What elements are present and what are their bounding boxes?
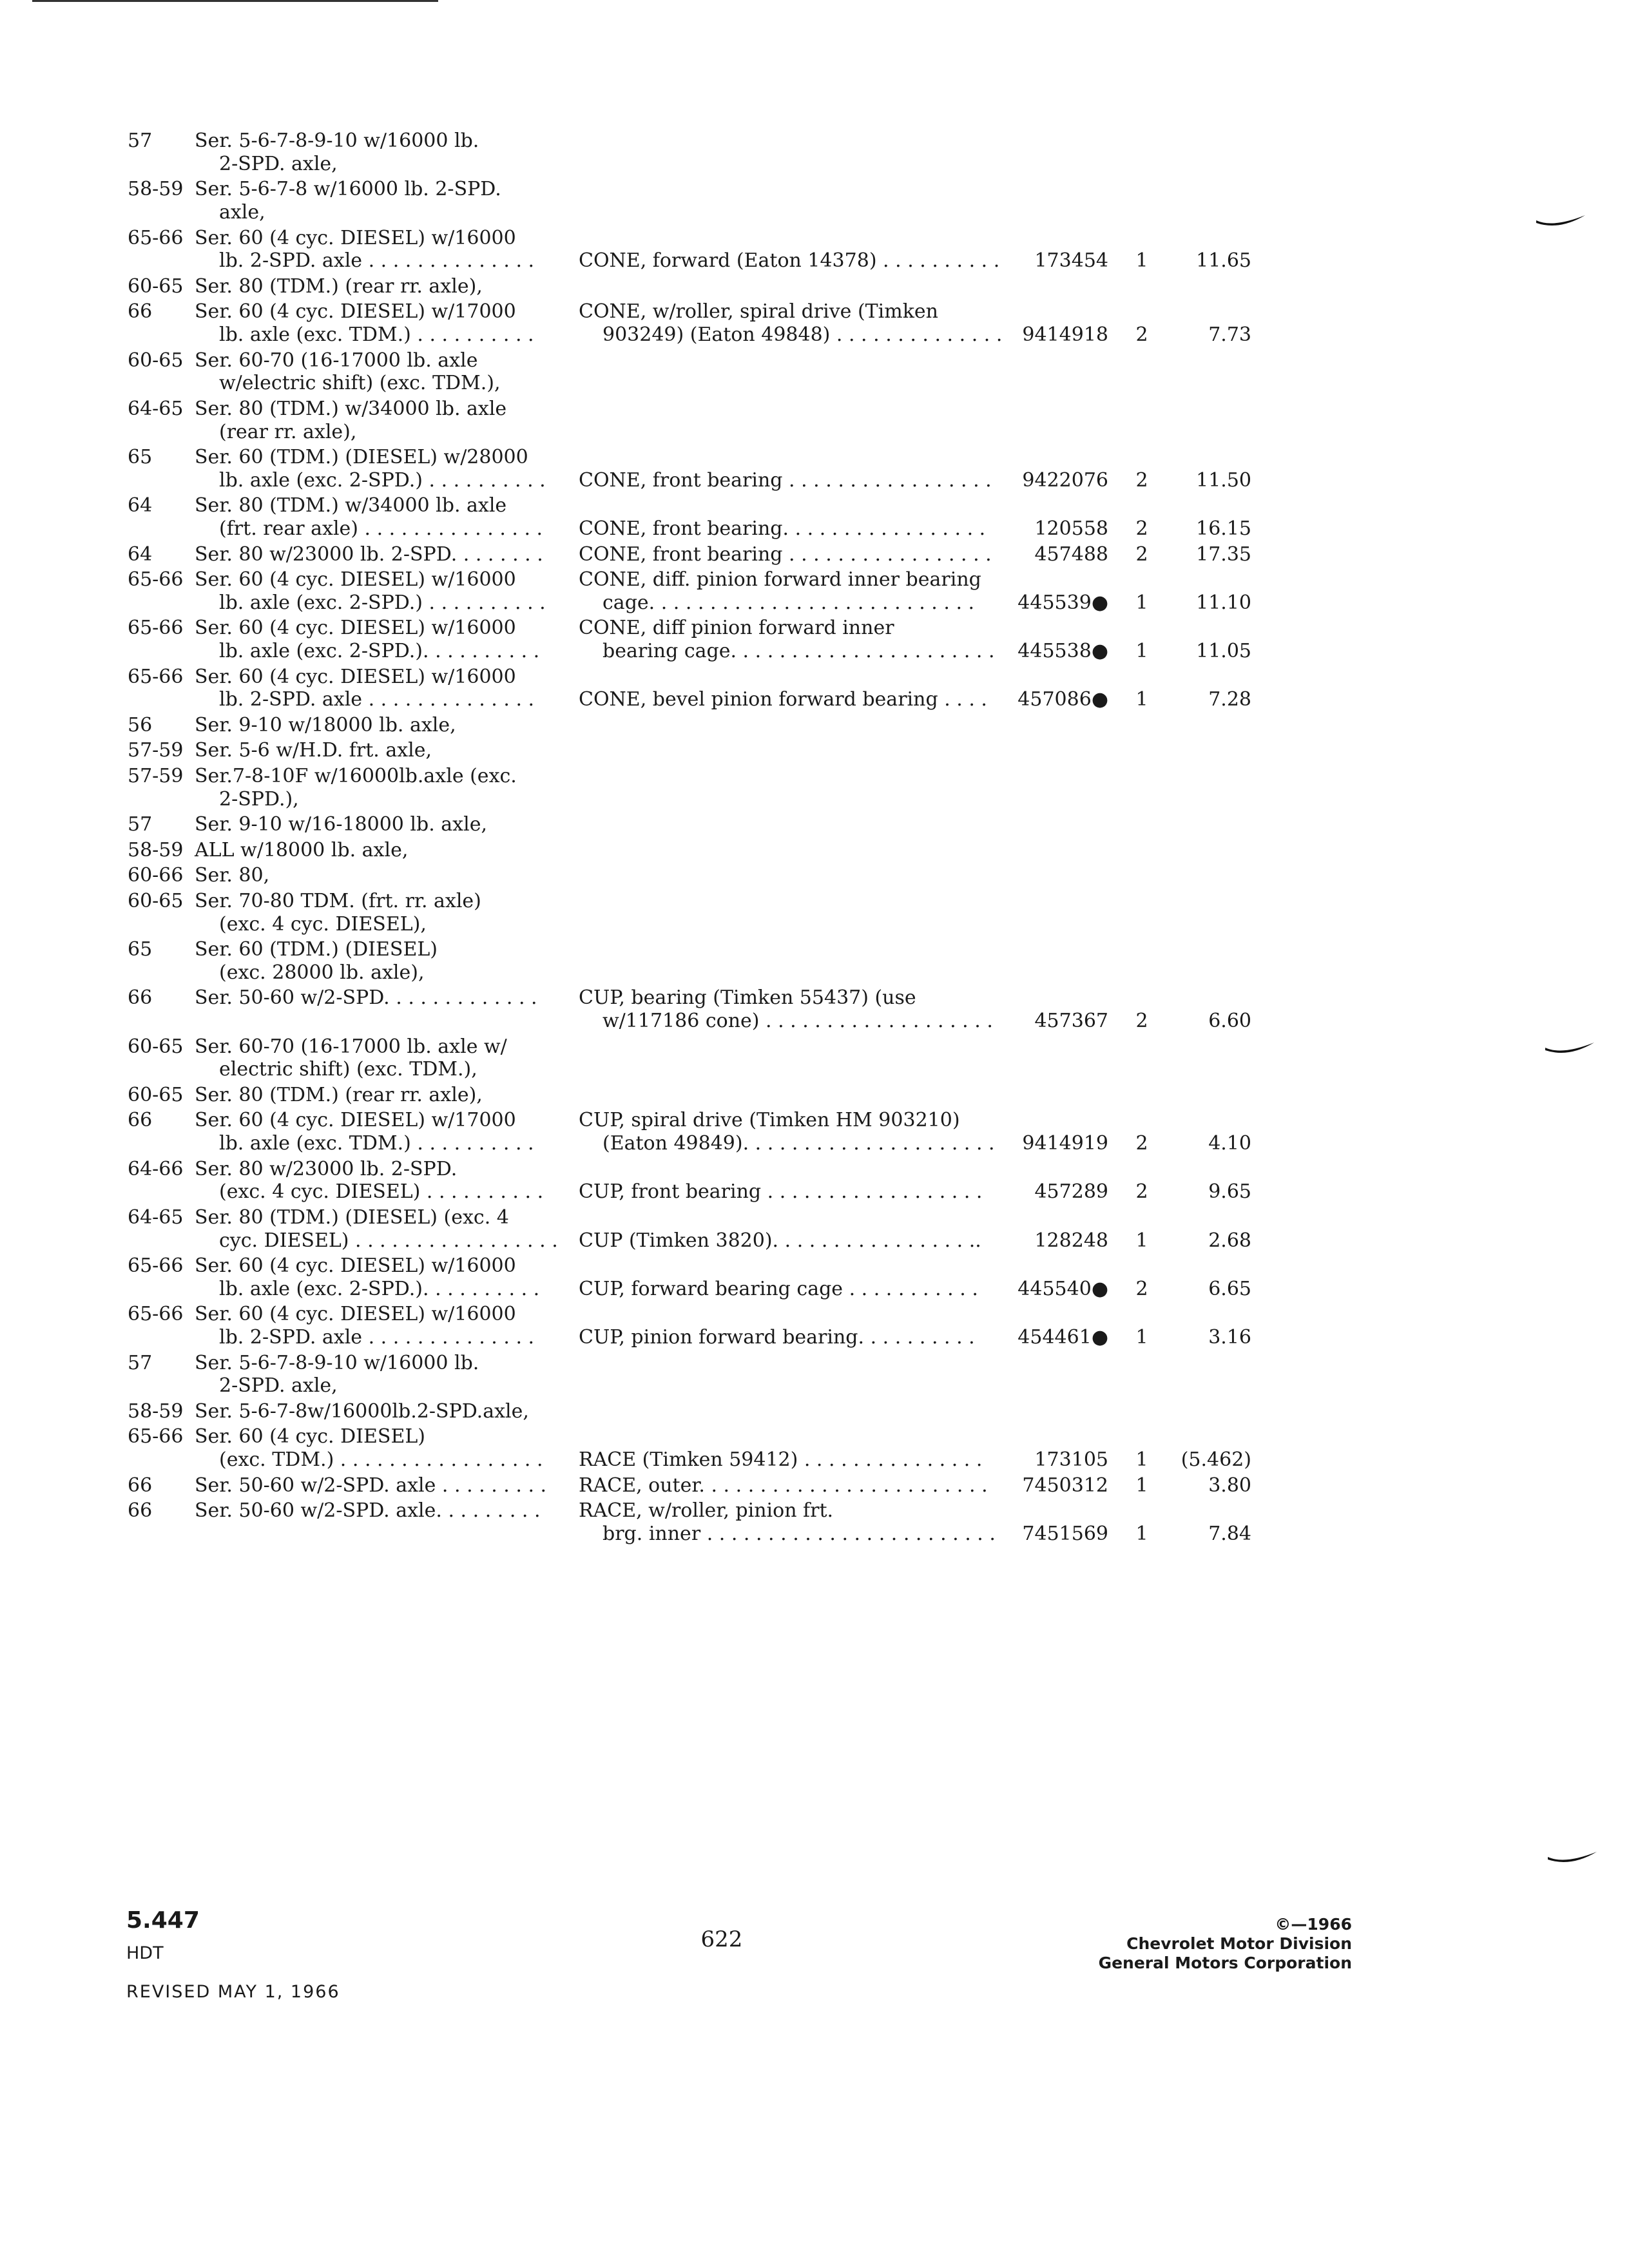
part-number: 9422076 xyxy=(1022,469,1108,492)
part-description: bearing cage. . . . . . . . . . . . . . . . . . . . . . xyxy=(602,640,995,662)
model-year: 65 xyxy=(128,938,153,961)
application: Ser. 60 (4 cyc. DIESEL) w/16000 xyxy=(195,568,516,591)
model-year: 65 xyxy=(128,446,153,468)
part-description: CONE, front bearing. . . . . . . . . . . . . . . . . xyxy=(579,517,986,540)
model-year: 66 xyxy=(128,1474,153,1497)
application: electric shift) (exc. TDM.), xyxy=(219,1058,477,1081)
model-year: 57 xyxy=(128,813,153,836)
model-year: 58-59 xyxy=(128,1400,184,1423)
quantity: 2 xyxy=(1135,1132,1148,1155)
part-description: CUP, spiral drive (Timken HM 903210) xyxy=(579,1109,960,1131)
list-price: 9.65 xyxy=(1208,1180,1251,1203)
model-year: 57 xyxy=(128,1352,153,1374)
application: Ser. 60 (4 cyc. DIESEL) w/16000 xyxy=(195,1303,516,1325)
application: Ser. 60 (TDM.) (DIESEL) xyxy=(195,938,438,961)
part-number: 7450312 xyxy=(1022,1474,1108,1497)
application: lb. axle (exc. TDM.) . . . . . . . . . . xyxy=(219,323,534,346)
model-year: 65-66 xyxy=(128,568,184,591)
check-mark-icon xyxy=(1543,1041,1597,1057)
list-price: 7.73 xyxy=(1208,323,1251,346)
application: lb. axle (exc. TDM.) . . . . . . . . . . xyxy=(219,1132,534,1155)
application: Ser. 60 (4 cyc. DIESEL) w/17000 xyxy=(195,300,516,323)
application: Ser. 60 (4 cyc. DIESEL) w/16000 xyxy=(195,666,516,688)
model-year: 66 xyxy=(128,986,153,1009)
application: lb. 2-SPD. axle . . . . . . . . . . . . . . xyxy=(219,1326,535,1349)
application: (exc. 4 cyc. DIESEL), xyxy=(219,913,427,936)
application: axle, xyxy=(219,201,265,224)
quantity: 1 xyxy=(1135,688,1148,711)
model-year: 64-65 xyxy=(128,398,184,420)
model-year: 64-66 xyxy=(128,1158,184,1180)
application: lb. 2-SPD. axle . . . . . . . . . . . . . . xyxy=(219,688,535,711)
model-year: 65-66 xyxy=(128,666,184,688)
application: Ser. 60 (4 cyc. DIESEL) xyxy=(195,1425,425,1448)
part-description: CUP, pinion forward bearing. . . . . . . . . . xyxy=(579,1326,975,1349)
quantity: 1 xyxy=(1135,1474,1148,1497)
application: 2-SPD. axle, xyxy=(219,1374,338,1397)
application: Ser. 80 w/23000 lb. 2-SPD. . . . . . . . xyxy=(195,543,543,566)
part-description: RACE, w/roller, pinion frt. xyxy=(579,1499,834,1522)
list-price: 11.65 xyxy=(1196,249,1251,272)
model-year: 60-66 xyxy=(128,864,184,887)
list-price: 3.16 xyxy=(1208,1326,1251,1349)
application: cyc. DIESEL) . . . . . . . . . . . . . . . . . xyxy=(219,1229,558,1252)
application: w/electric shift) (exc. TDM.), xyxy=(219,372,501,394)
application: Ser. 80 w/23000 lb. 2-SPD. xyxy=(195,1158,458,1180)
part-number: 7451569 xyxy=(1022,1523,1108,1545)
copyright-year: ©—1966 xyxy=(1275,1915,1352,1934)
quantity: 1 xyxy=(1135,591,1148,614)
application: Ser. 80 (TDM.) (rear rr. axle), xyxy=(195,1084,483,1106)
quantity: 1 xyxy=(1135,640,1148,662)
corporation-name: General Motors Corporation xyxy=(1098,1954,1352,1972)
application: Ser. 50-60 w/2-SPD. axle . . . . . . . . . xyxy=(195,1474,547,1497)
part-description: CONE, w/roller, spiral drive (Timken xyxy=(579,300,938,323)
application: Ser. 5-6-7-8-9-10 w/16000 lb. xyxy=(195,1352,479,1374)
part-description: CONE, forward (Eaton 14378) . . . . . . . . . . xyxy=(579,249,1000,272)
list-price: 6.65 xyxy=(1208,1278,1251,1300)
application: ALL w/18000 lb. axle, xyxy=(195,839,409,861)
revision-date: REVISED MAY 1, 1966 xyxy=(126,1982,340,2002)
quantity: 1 xyxy=(1135,1326,1148,1349)
application: lb. 2-SPD. axle . . . . . . . . . . . . . . xyxy=(219,249,535,272)
quantity: 2 xyxy=(1135,517,1148,540)
model-year: 64-65 xyxy=(128,1206,184,1229)
application: lb. axle (exc. 2-SPD.) . . . . . . . . . . xyxy=(219,591,546,614)
application: Ser. 80 (TDM.) (rear rr. axle), xyxy=(195,275,483,298)
quantity: 2 xyxy=(1135,1010,1148,1032)
part-number: 445540● xyxy=(1017,1278,1108,1300)
section-number: 5.447 xyxy=(126,1907,200,1934)
part-number: 120558 xyxy=(1034,517,1108,540)
part-description: 903249) (Eaton 49848) . . . . . . . . . . . . . . xyxy=(602,323,1003,346)
application: Ser. 80 (TDM.) w/34000 lb. axle xyxy=(195,494,507,517)
part-number: 457488 xyxy=(1034,543,1108,566)
list-price: 11.50 xyxy=(1196,469,1251,492)
part-number: 454461● xyxy=(1017,1326,1108,1349)
application: Ser. 60-70 (16-17000 lb. axle w/ xyxy=(195,1035,507,1058)
model-year: 65-66 xyxy=(128,1425,184,1448)
application: Ser. 60 (4 cyc. DIESEL) w/16000 xyxy=(195,1254,516,1277)
part-number: 173454 xyxy=(1034,249,1108,272)
part-description: CONE, front bearing . . . . . . . . . . . . . . . . . xyxy=(579,469,992,492)
application: Ser. 80 (TDM.) (DIESEL) (exc. 4 xyxy=(195,1206,509,1229)
model-year: 65-66 xyxy=(128,617,184,639)
list-price: 3.80 xyxy=(1208,1474,1251,1497)
part-number: 457086● xyxy=(1017,688,1108,711)
quantity: 1 xyxy=(1135,1448,1148,1471)
model-year: 56 xyxy=(128,714,153,736)
page-number: 622 xyxy=(700,1927,743,1952)
quantity: 2 xyxy=(1135,543,1148,566)
copyright-block xyxy=(1099,1915,1352,1973)
part-description: RACE, outer. . . . . . . . . . . . . . . . . . . . . . . . xyxy=(579,1474,988,1497)
model-year: 60-65 xyxy=(128,275,184,298)
list-price: 6.60 xyxy=(1208,1010,1251,1032)
top-edge-rule xyxy=(32,0,438,2)
model-year: 66 xyxy=(128,300,153,323)
part-description: w/117186 cone) . . . . . . . . . . . . . . . . . . . xyxy=(602,1010,993,1032)
list-price: 7.28 xyxy=(1208,688,1251,711)
part-description: CONE, front bearing . . . . . . . . . . . . . . . . . xyxy=(579,543,992,566)
model-year: 65-66 xyxy=(128,1303,184,1325)
model-year: 64 xyxy=(128,543,153,566)
part-description: CUP, front bearing . . . . . . . . . . . . . . . . . . xyxy=(579,1180,983,1203)
part-description: CONE, bevel pinion forward bearing . . . . xyxy=(579,688,987,711)
application: lb. axle (exc. 2-SPD.) . . . . . . . . . . xyxy=(219,469,546,492)
model-year: 57-59 xyxy=(128,739,184,762)
part-number: 457289 xyxy=(1034,1180,1108,1203)
application: 2-SPD.), xyxy=(219,788,299,811)
part-description: CUP, bearing (Timken 55437) (use xyxy=(579,986,916,1009)
model-year: 60-65 xyxy=(128,349,184,372)
part-description: CONE, diff. pinion forward inner bearing xyxy=(579,568,981,591)
model-year: 58-59 xyxy=(128,839,184,861)
part-description: brg. inner . . . . . . . . . . . . . . . . . . . . . . . . xyxy=(602,1523,996,1545)
application: Ser. 9-10 w/18000 lb. axle, xyxy=(195,714,456,736)
quantity: 1 xyxy=(1135,249,1148,272)
list-price: (5.462) xyxy=(1181,1448,1251,1471)
application: Ser. 5-6-7-8 w/16000 lb. 2-SPD. xyxy=(195,178,501,200)
model-year: 66 xyxy=(128,1499,153,1522)
quantity: 1 xyxy=(1135,1523,1148,1545)
application: Ser. 60 (4 cyc. DIESEL) w/17000 xyxy=(195,1109,516,1131)
part-description: RACE (Timken 59412) . . . . . . . . . . . . . . . xyxy=(579,1448,983,1471)
check-mark-icon xyxy=(1545,1850,1599,1866)
list-price: 4.10 xyxy=(1208,1132,1251,1155)
list-price: 7.84 xyxy=(1208,1523,1251,1545)
model-year: 58-59 xyxy=(128,178,184,200)
list-price: 17.35 xyxy=(1196,543,1251,566)
part-number: 457367 xyxy=(1034,1010,1108,1032)
list-price: 11.05 xyxy=(1196,640,1251,662)
part-description: CONE, diff pinion forward inner xyxy=(579,617,894,639)
quantity: 2 xyxy=(1135,1278,1148,1300)
application: lb. axle (exc. 2-SPD.). . . . . . . . . . xyxy=(219,1278,540,1300)
model-year: 57-59 xyxy=(128,765,184,787)
application: lb. axle (exc. 2-SPD.). . . . . . . . . . xyxy=(219,640,540,662)
application: Ser. 5-6-7-8-9-10 w/16000 lb. xyxy=(195,130,479,152)
quantity: 2 xyxy=(1135,469,1148,492)
application: Ser. 60 (4 cyc. DIESEL) w/16000 xyxy=(195,617,516,639)
part-description: CUP, forward bearing cage . . . . . . . . . . . xyxy=(579,1278,978,1300)
application: Ser. 60 (4 cyc. DIESEL) w/16000 xyxy=(195,227,516,249)
application: Ser. 50-60 w/2-SPD. . . . . . . . . . . . . xyxy=(195,986,537,1009)
part-number: 9414918 xyxy=(1022,323,1108,346)
application: 2-SPD. axle, xyxy=(219,153,338,175)
list-price: 16.15 xyxy=(1196,517,1251,540)
part-number: 9414919 xyxy=(1022,1132,1108,1155)
quantity: 2 xyxy=(1135,1180,1148,1203)
model-year: 64 xyxy=(128,494,153,517)
application: (exc. 28000 lb. axle), xyxy=(219,961,425,984)
application: Ser. 80 (TDM.) w/34000 lb. axle xyxy=(195,398,507,420)
application: Ser.7-8-10F w/16000lb.axle (exc. xyxy=(195,765,517,787)
model-year: 60-65 xyxy=(128,1084,184,1106)
part-number: 445539● xyxy=(1017,591,1108,614)
application: (exc. TDM.) . . . . . . . . . . . . . . . . . xyxy=(219,1448,543,1471)
application: Ser. 60-70 (16-17000 lb. axle xyxy=(195,349,478,372)
application: Ser. 5-6-7-8w/16000lb.2-SPD.axle, xyxy=(195,1400,529,1423)
list-price: 2.68 xyxy=(1208,1229,1251,1252)
check-mark-icon xyxy=(1534,214,1588,229)
division-name: Chevrolet Motor Division xyxy=(1126,1934,1352,1953)
quantity: 1 xyxy=(1135,1229,1148,1252)
application: (exc. 4 cyc. DIESEL) . . . . . . . . . . xyxy=(219,1180,544,1203)
model-year: 66 xyxy=(128,1109,153,1131)
list-price: 11.10 xyxy=(1196,591,1251,614)
quantity: 2 xyxy=(1135,323,1148,346)
part-number: 445538● xyxy=(1017,640,1108,662)
application: Ser. 9-10 w/16-18000 lb. axle, xyxy=(195,813,487,836)
part-description: CUP (Timken 3820). . . . . . . . . . . . . . . . .. xyxy=(579,1229,981,1252)
model-year: 65-66 xyxy=(128,227,184,249)
application: Ser. 5-6 w/H.D. frt. axle, xyxy=(195,739,432,762)
model-year: 57 xyxy=(128,130,153,152)
model-year: 65-66 xyxy=(128,1254,184,1277)
part-description: cage. . . . . . . . . . . . . . . . . . . . . . . . . . . xyxy=(602,591,975,614)
application: (frt. rear axle) . . . . . . . . . . . . . . . xyxy=(219,517,543,540)
part-description: (Eaton 49849). . . . . . . . . . . . . . . . . . . . . xyxy=(602,1132,995,1155)
part-number: 173105 xyxy=(1034,1448,1108,1471)
application: Ser. 60 (TDM.) (DIESEL) w/28000 xyxy=(195,446,528,468)
application: Ser. 80, xyxy=(195,864,270,887)
application: Ser. 50-60 w/2-SPD. axle. . . . . . . . . xyxy=(195,1499,541,1522)
application: (rear rr. axle), xyxy=(219,421,357,443)
application: Ser. 70-80 TDM. (frt. rr. axle) xyxy=(195,890,481,912)
series-code: HDT xyxy=(126,1943,164,1963)
model-year: 60-65 xyxy=(128,890,184,912)
part-number: 128248 xyxy=(1034,1229,1108,1252)
model-year: 60-65 xyxy=(128,1035,184,1058)
